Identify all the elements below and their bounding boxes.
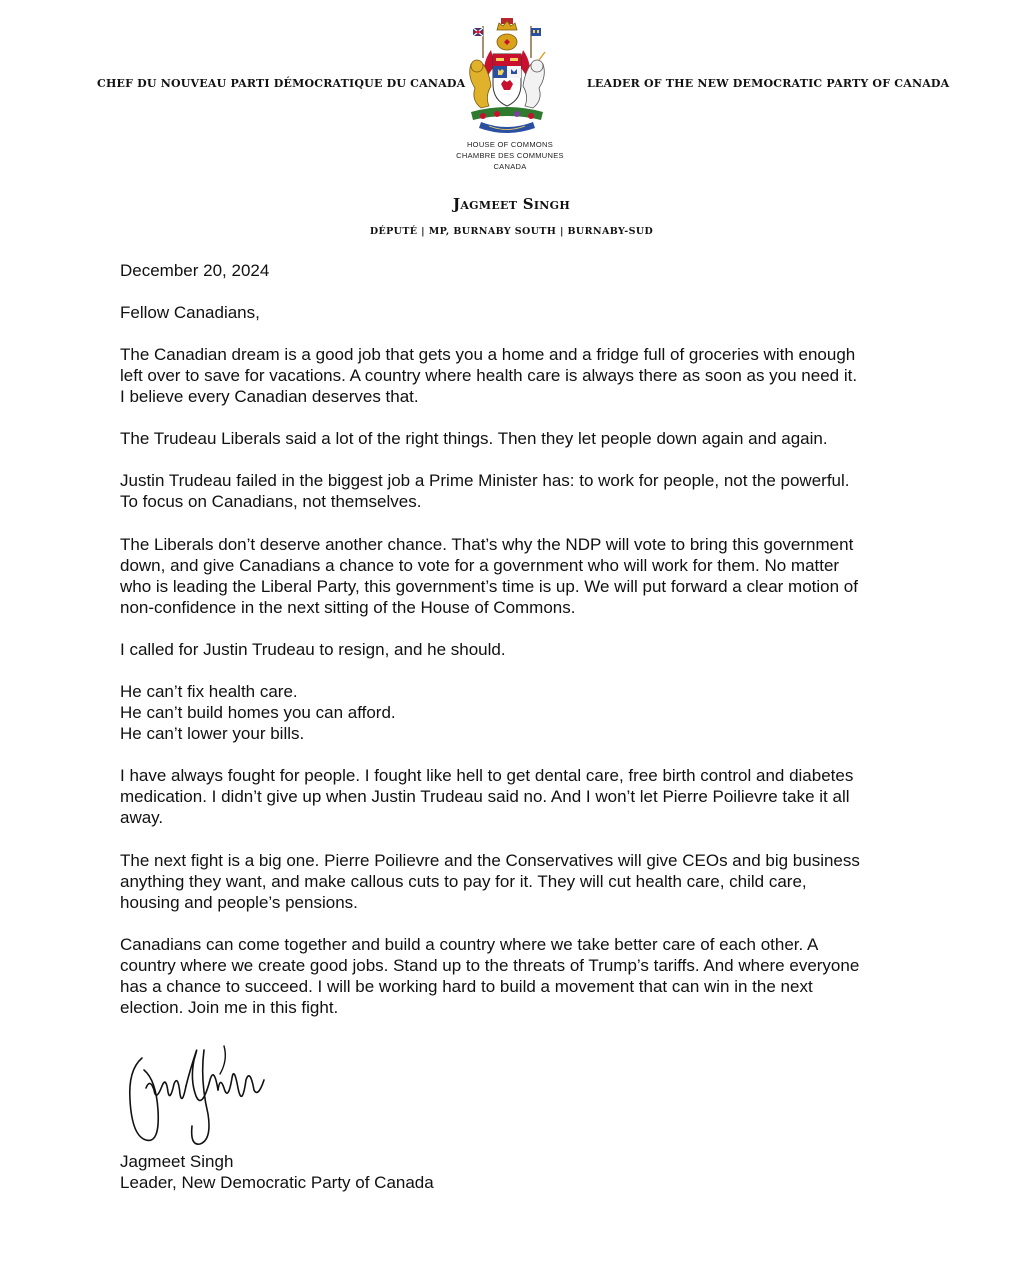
signoff-title: Leader, New Democratic Party of Canada xyxy=(120,1173,434,1192)
paragraph-line: He can’t build homes you can afford. xyxy=(120,703,396,722)
paragraph-line: anything they want, and make callous cuts to pay for it. They will cut health care, child care, xyxy=(120,872,807,891)
paragraph-line: He can’t fix health care. xyxy=(120,682,298,701)
letter-paragraph xyxy=(120,765,920,828)
paragraph-line: has a chance to succeed. I will be working hard to build a movement that can win in the next xyxy=(120,977,813,996)
letter-paragraph xyxy=(120,850,920,913)
paragraph-line: The Liberals don’t deserve another chance. That’s why the NDP will vote to bring this government xyxy=(120,535,854,554)
paragraph-line: I have always fought for people. I fought like hell to get dental care, free birth control and diabetes xyxy=(120,766,854,785)
letter-paragraph xyxy=(120,344,920,407)
paragraph-line: medication. I didn’t give up when Justin Trudeau said no. And I won’t let Pierre Poilievre take it all xyxy=(120,787,850,806)
letter-paragraph xyxy=(120,534,920,618)
paragraph-line: The Canadian dream is a good job that gets you a home and a fridge full of groceries with enough xyxy=(120,345,856,364)
header-english-title: LEADER OF THE NEW DEMOCRATIC PARTY OF CANADA xyxy=(587,77,950,90)
letter-paragraph xyxy=(120,639,920,660)
house-line-2: CHAMBRE DES COMMUNES xyxy=(456,151,564,160)
signoff-name: Jagmeet Singh xyxy=(120,1152,234,1171)
paragraph-line: I called for Justin Trudeau to resign, and he should. xyxy=(120,640,506,659)
coat-of-arms-icon xyxy=(461,16,553,140)
paragraph-line: down, and give Canadians a chance to vote for a government who will work for them. No matter xyxy=(120,556,840,575)
house-line-3: CANADA xyxy=(493,162,527,171)
paragraph-line: housing and people’s pensions. xyxy=(120,893,358,912)
paragraph-line: The Trudeau Liberals said a lot of the right things. Then they let people down again and again. xyxy=(120,429,828,448)
paragraph-line: Justin Trudeau failed in the biggest job a Prime Minister has: to work for people, not the powerful. xyxy=(120,471,850,490)
header-french-title: CHEF DU NOUVEAU PARTI DÉMOCRATIQUE DU CANADA xyxy=(97,77,466,90)
letter-paragraph xyxy=(120,428,920,449)
letterhead-name: Jagmeet Singh xyxy=(452,195,571,213)
letterhead-riding: DÉPUTÉ | MP, BURNABY SOUTH | BURNABY-SUD xyxy=(369,226,654,237)
paragraph-line: left over to save for vacations. A country where health care is always there as soon as you need it. xyxy=(120,366,858,385)
paragraph-line: who is leading the Liberal Party, this government’s time is up. We will put forward a clear motion of xyxy=(120,577,858,596)
letter-date: December 20, 2024 xyxy=(120,261,270,280)
letter-paragraph xyxy=(120,681,920,744)
house-line-1: HOUSE OF COMMONS xyxy=(466,140,554,149)
letter-paragraph xyxy=(120,934,920,1018)
handwritten-signature-icon xyxy=(120,1040,280,1150)
paragraph-line: election. Join me in this fight. xyxy=(120,998,339,1017)
paragraph-line: The next fight is a big one. Pierre Poilievre and the Conservatives will give CEOs and big business xyxy=(120,851,860,870)
letter-paragraph xyxy=(120,470,920,512)
paragraph-line: away. xyxy=(120,808,164,827)
paragraph-line: Canadians can come together and build a country where we take better care of each other. A xyxy=(120,935,819,954)
letter-salutation: Fellow Canadians, xyxy=(120,303,260,322)
paragraph-line: To focus on Canadians, not themselves. xyxy=(120,492,422,511)
paragraph-line: country where we create good jobs. Stand up to the threats of Trump’s tariffs. And where everyone xyxy=(120,956,860,975)
paragraph-line: non-confidence in the next sitting of the House of Commons. xyxy=(120,598,576,617)
paragraph-line: He can’t lower your bills. xyxy=(120,724,305,743)
paragraph-line: I believe every Canadian deserves that. xyxy=(120,387,419,406)
